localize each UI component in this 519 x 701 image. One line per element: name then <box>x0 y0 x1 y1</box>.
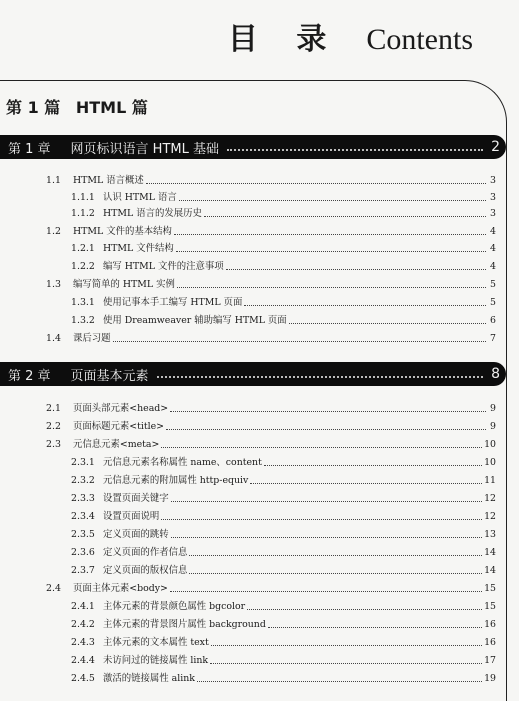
part-number: 第 1 篇 <box>6 98 61 117</box>
entry-page: 9 <box>490 403 496 414</box>
entry-title: 定义页面的作者信息 <box>103 547 188 558</box>
leader-dots <box>157 376 484 378</box>
entry-number: 1.1.2 <box>71 208 95 219</box>
toc-entry[interactable] <box>71 561 496 577</box>
entry-title: 元信息元素<meta> <box>73 439 160 450</box>
entry-page: 9 <box>490 421 496 432</box>
toc-entry[interactable] <box>71 293 496 309</box>
leader-dots <box>113 341 486 342</box>
title-chinese: 目 录 <box>227 22 341 57</box>
leader-dots <box>204 216 486 217</box>
entry-number: 2.4.4 <box>71 655 95 666</box>
entry-number: 2.3 <box>46 439 61 450</box>
leader-dots <box>227 149 483 151</box>
entry-page: 15 <box>484 583 496 594</box>
entry-page: 13 <box>484 529 496 540</box>
entry-title: 元信息元素名称属性 name、content <box>103 457 262 468</box>
entry-page: 6 <box>490 315 496 326</box>
leader-dots <box>226 269 486 270</box>
entry-title: HTML 语言概述 <box>73 175 144 186</box>
entry-title: 页面标题元素<title> <box>73 421 165 432</box>
toc-entry[interactable] <box>71 543 496 559</box>
leader-dots <box>189 573 482 574</box>
entry-number: 2.3.2 <box>71 475 95 486</box>
leader-dots <box>247 609 482 610</box>
toc-entry[interactable] <box>71 651 496 667</box>
toc-entry[interactable] <box>71 669 496 685</box>
toc-entry[interactable] <box>46 579 496 595</box>
entry-page: 17 <box>484 655 496 666</box>
entry-page: 3 <box>490 192 496 203</box>
leader-dots <box>166 429 486 430</box>
entry-page: 16 <box>484 637 496 648</box>
toc-entry[interactable] <box>46 399 496 415</box>
toc-entry[interactable] <box>71 204 496 220</box>
chapter-page: 8 <box>491 366 500 382</box>
entry-page: 7 <box>490 333 496 344</box>
entry-number: 2.3.7 <box>71 565 95 576</box>
entry-page: 12 <box>484 493 496 504</box>
entry-title: 定义页面的版权信息 <box>103 565 188 576</box>
chapter-page: 2 <box>491 139 500 155</box>
entry-page: 14 <box>484 547 496 558</box>
entry-number: 1.3.2 <box>71 315 95 326</box>
toc-entry[interactable] <box>46 171 496 187</box>
entry-page: 4 <box>490 243 496 254</box>
entry-page: 4 <box>490 261 496 272</box>
leader-dots <box>146 183 486 184</box>
entry-number: 2.3.6 <box>71 547 95 558</box>
entry-number: 2.1 <box>46 403 61 414</box>
chapter-number: 第 1 章 <box>8 141 51 157</box>
leader-dots <box>211 645 482 646</box>
leader-dots <box>176 251 486 252</box>
entry-number: 1.3.1 <box>71 297 95 308</box>
toc-entry[interactable] <box>71 615 496 631</box>
entry-number: 1.2 <box>46 226 61 237</box>
toc-entry[interactable] <box>71 633 496 649</box>
part-heading <box>6 95 148 118</box>
entry-title: 使用记事本手工编写 HTML 页面 <box>103 297 243 308</box>
entry-number: 1.1 <box>46 175 61 186</box>
entry-page: 16 <box>484 619 496 630</box>
leader-dots <box>210 663 482 664</box>
entry-title: 未访问过的链接属性 link <box>103 655 209 666</box>
entry-number: 2.4 <box>46 583 61 594</box>
toc-entry[interactable] <box>71 507 496 523</box>
toc-entry[interactable] <box>71 525 496 541</box>
toc-entry[interactable] <box>71 188 496 204</box>
entry-page: 12 <box>484 511 496 522</box>
entry-number: 1.2.2 <box>71 261 95 272</box>
entry-page: 19 <box>484 673 496 684</box>
toc-entry[interactable] <box>71 453 496 469</box>
leader-dots <box>177 287 486 288</box>
entry-title: 定义页面的跳转 <box>103 529 169 540</box>
entry-number: 2.4.1 <box>71 601 95 612</box>
entry-number: 2.3.3 <box>71 493 95 504</box>
entry-page: 14 <box>484 565 496 576</box>
entry-number: 1.3 <box>46 279 61 290</box>
leader-dots <box>197 681 482 682</box>
toc-entry[interactable] <box>46 275 496 291</box>
entry-title: 页面主体元素<body> <box>73 583 168 594</box>
entry-page: 5 <box>490 297 496 308</box>
entry-title: 页面头部元素<head> <box>73 403 169 414</box>
leader-dots <box>250 483 482 484</box>
entry-page: 10 <box>484 457 496 468</box>
toc-entry[interactable] <box>46 222 496 238</box>
toc-entry[interactable] <box>71 311 496 327</box>
entry-title: 主体元素的背景颜色属性 bgcolor <box>103 601 246 612</box>
entry-page: 3 <box>490 208 496 219</box>
entry-title: HTML 文件的基本结构 <box>73 226 172 237</box>
leader-dots <box>171 501 482 502</box>
entry-title: 设置页面说明 <box>103 511 160 522</box>
entry-title: 设置页面关键字 <box>103 493 169 504</box>
leader-dots <box>170 411 486 412</box>
entry-title: HTML 语言的发展历史 <box>103 208 202 219</box>
entry-title: 元信息元素的附加属性 http-equiv <box>103 475 249 486</box>
entry-number: 2.4.5 <box>71 673 95 684</box>
entry-number: 2.3.4 <box>71 511 95 522</box>
entry-page: 4 <box>490 226 496 237</box>
chapter-title: 页面基本元素 <box>70 368 149 384</box>
chapter-heading[interactable] <box>0 362 506 386</box>
toc-entry[interactable] <box>71 489 496 505</box>
entry-page: 5 <box>490 279 496 290</box>
leader-dots <box>289 323 486 324</box>
entry-number: 2.3.1 <box>71 457 95 468</box>
leader-dots <box>268 627 482 628</box>
chapter-number: 第 2 章 <box>8 368 51 384</box>
entry-number: 2.2 <box>46 421 61 432</box>
entry-title: 编写 HTML 文件的注意事项 <box>103 261 224 272</box>
entry-number: 1.4 <box>46 333 61 344</box>
leader-dots <box>264 465 482 466</box>
toc-entry[interactable] <box>46 329 496 345</box>
entry-title: 认识 HTML 语言 <box>103 192 177 203</box>
entry-number: 2.4.2 <box>71 619 95 630</box>
part-name: HTML 篇 <box>75 98 148 117</box>
entry-title: 主体元素的背景图片属性 background <box>103 619 266 630</box>
entry-number: 2.4.3 <box>71 637 95 648</box>
leader-dots <box>161 447 482 448</box>
entry-title: 激活的链接属性 alink <box>103 673 195 684</box>
entry-page: 15 <box>484 601 496 612</box>
toc-entry[interactable] <box>71 257 496 273</box>
leader-dots <box>244 305 486 306</box>
entry-number: 1.2.1 <box>71 243 95 254</box>
page-title <box>228 14 473 58</box>
leader-dots <box>171 537 482 538</box>
entry-title: 编写简单的 HTML 实例 <box>73 279 175 290</box>
entry-page: 3 <box>490 175 496 186</box>
entry-title: 主体元素的文本属性 text <box>103 637 209 648</box>
toc-entry[interactable] <box>71 471 496 487</box>
toc-entry[interactable] <box>46 417 496 433</box>
title-english: Contents <box>366 23 473 56</box>
entry-number: 2.3.5 <box>71 529 95 540</box>
chapter-title: 网页标识语言 HTML 基础 <box>70 141 219 157</box>
leader-dots <box>174 234 486 235</box>
toc-entry[interactable] <box>71 597 496 613</box>
entry-number: 1.1.1 <box>71 192 95 203</box>
entry-page: 11 <box>484 475 496 486</box>
entry-title: HTML 文件结构 <box>103 243 174 254</box>
leader-dots <box>161 519 482 520</box>
leader-dots <box>179 200 486 201</box>
leader-dots <box>189 555 482 556</box>
chapter-heading[interactable] <box>0 135 506 159</box>
toc-entry[interactable] <box>46 435 496 451</box>
toc-entry[interactable] <box>71 239 496 255</box>
leader-dots <box>170 591 482 592</box>
entry-title: 使用 Dreamweaver 辅助编写 HTML 页面 <box>103 315 287 326</box>
entry-page: 10 <box>484 439 496 450</box>
entry-title: 课后习题 <box>73 333 111 344</box>
